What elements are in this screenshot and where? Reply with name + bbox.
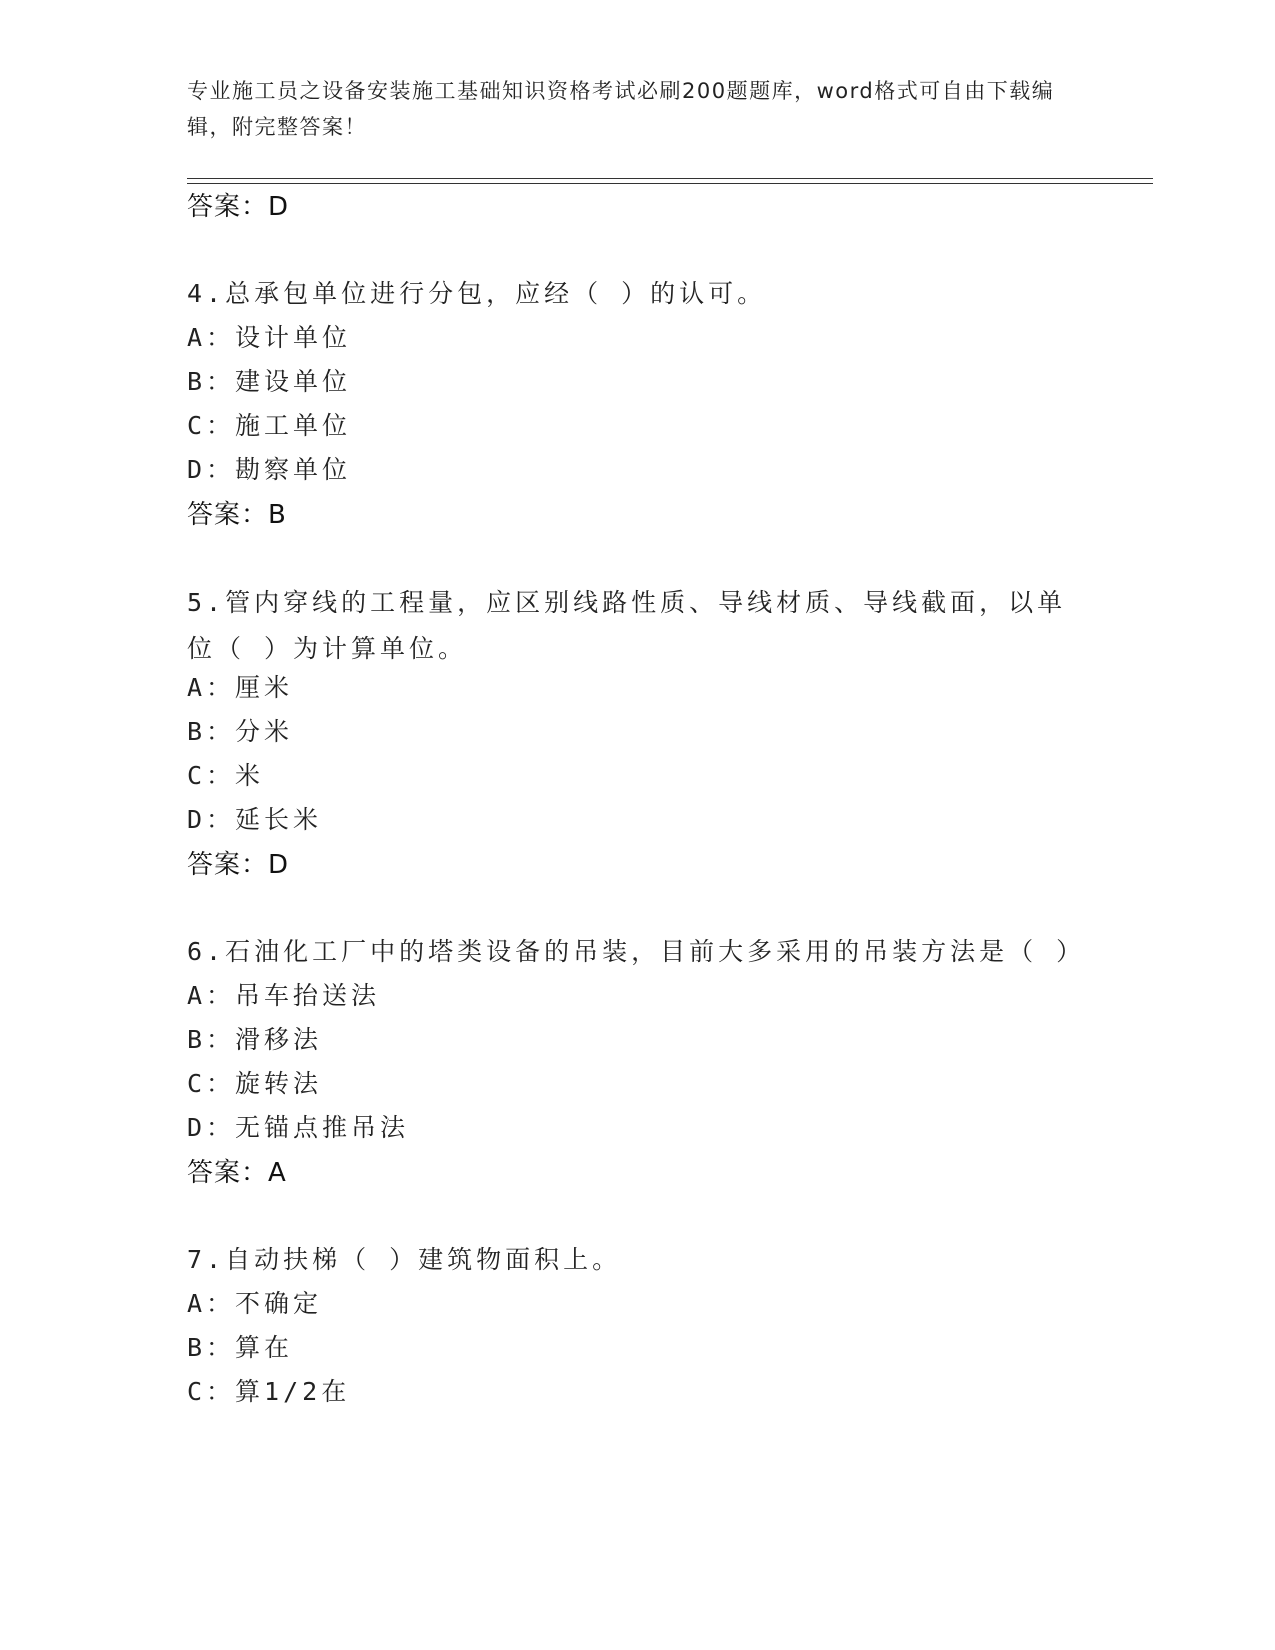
option-b: B：算在: [187, 1333, 294, 1362]
answer-label: 答案：D: [187, 850, 290, 880]
option-b: B：分米: [187, 717, 294, 746]
option-c: C：旋转法: [187, 1069, 323, 1098]
header-divider-top: [187, 178, 1153, 179]
option-a: A：不确定: [187, 1289, 323, 1318]
answer-label: 答案：A: [187, 1158, 287, 1188]
option-d: D：延长米: [187, 805, 323, 834]
answer-label: 答案：B: [187, 500, 287, 530]
option-a: A：吊车抬送法: [187, 981, 381, 1010]
question-stem: 7.自动扶梯（ ）建筑物面积上。: [187, 1245, 622, 1274]
option-b: B：滑移法: [187, 1025, 323, 1054]
question-stem: 6.石油化工厂中的塔类设备的吊装，目前大多采用的吊装方法是（ ）: [187, 937, 1086, 966]
option-d: D：勘察单位: [187, 455, 352, 484]
option-a: A：设计单位: [187, 323, 352, 352]
option-d: D：无锚点推吊法: [187, 1113, 410, 1142]
document-header: 专业施工员之设备安装施工基础知识资格考试必刷200题题库，word格式可自由下载编辑，附完整答案！: [187, 79, 1055, 139]
option-c: C：米: [187, 761, 265, 790]
option-a: A：厘米: [187, 673, 294, 702]
option-c: C：算1/2在: [187, 1377, 351, 1406]
option-c: C：施工单位: [187, 411, 352, 440]
question-stem: 4.总承包单位进行分包，应经（ ）的认可。: [187, 279, 767, 308]
question-stem: 5.管内穿线的工程量，应区别线路性质、导线材质、导线截面，以单位（ ）为计算单位。: [187, 588, 1067, 663]
header-divider-bottom: [187, 183, 1153, 184]
option-b: B：建设单位: [187, 367, 352, 396]
answer-label: 答案：D: [187, 192, 290, 222]
